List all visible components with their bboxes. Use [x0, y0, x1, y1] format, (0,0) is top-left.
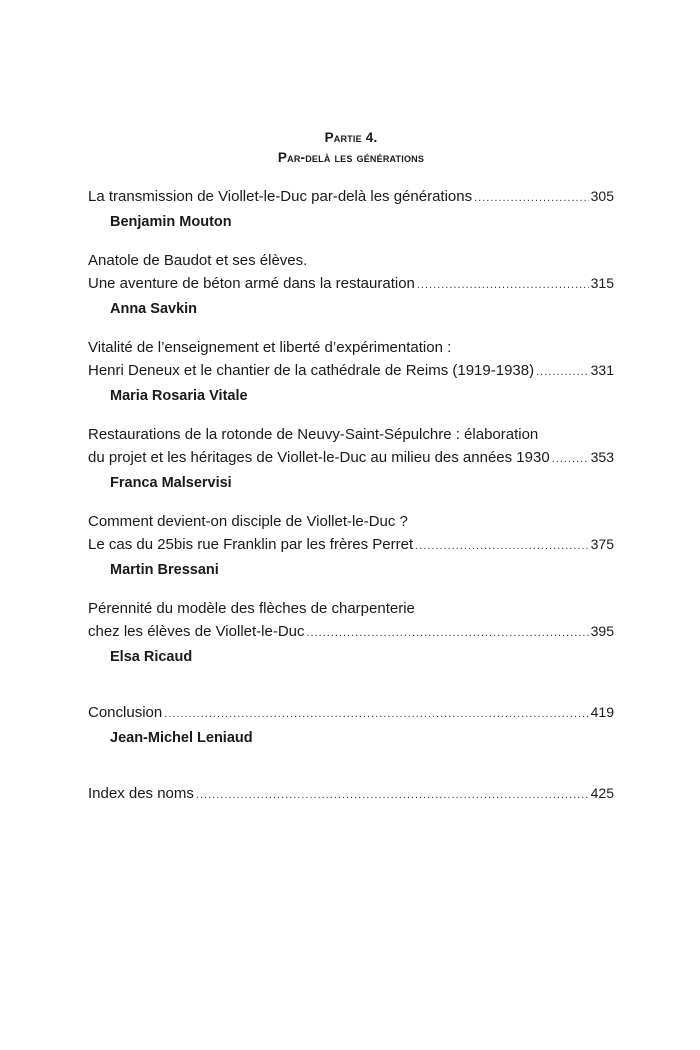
dot-leader — [164, 703, 588, 726]
toc-entry — [88, 510, 614, 582]
entry-author: Martin Bressani — [110, 562, 219, 578]
dot-leader — [536, 361, 589, 384]
page-number: 331 — [590, 362, 614, 378]
page-number: 425 — [590, 785, 614, 801]
toc-entry — [88, 597, 614, 669]
entry-title: du projet et les héritages de Viollet-le-Duc au milieu des années 1930 — [88, 449, 550, 466]
toc-entry-conclusion — [88, 701, 614, 750]
entry-title: chez les élèves de Viollet-le-Duc — [88, 623, 305, 640]
entry-title-line — [88, 620, 614, 645]
toc-entry — [88, 249, 614, 321]
toc-entry — [88, 423, 614, 495]
toc-entry — [88, 336, 614, 408]
entry-title: Henri Deneux et le chantier de la cathédrale de Reims (1919-1938) — [88, 362, 535, 379]
dot-leader — [474, 187, 589, 210]
entry-title: La transmission de Viollet-le-Duc par-delà les générations — [88, 188, 473, 205]
dot-leader — [552, 448, 589, 471]
dot-leader — [307, 622, 589, 645]
page-number: 353 — [590, 449, 614, 465]
page-number: 395 — [590, 623, 614, 639]
page-number: 305 — [590, 188, 614, 204]
entry-author: Jean-Michel Leniaud — [110, 730, 253, 746]
entry-author: Franca Malservisi — [110, 475, 232, 491]
entry-title-line — [88, 510, 614, 533]
dot-leader — [415, 535, 588, 558]
entry-title: Le cas du 25bis rue Franklin par les frères Perret — [88, 536, 414, 553]
toc-entry-index — [88, 782, 614, 807]
dot-leader — [417, 274, 589, 297]
entry-title: Index des noms — [88, 785, 194, 802]
entry-title: Pérennité du modèle des flèches de charpenterie — [88, 600, 415, 617]
entry-title-line — [88, 782, 614, 807]
entry-title-line — [88, 597, 614, 620]
entry-title-line — [88, 185, 614, 210]
toc-page — [88, 128, 614, 822]
part-header — [88, 128, 614, 168]
entry-title-line — [88, 701, 614, 726]
entry-author: Maria Rosaria Vitale — [110, 388, 248, 404]
entry-title-line — [88, 359, 614, 384]
entry-title-line — [88, 336, 614, 359]
page-number: 375 — [590, 536, 614, 552]
entry-title-line — [88, 533, 614, 558]
entry-title: Restaurations de la rotonde de Neuvy-Saint-Sépulchre : élaboration — [88, 426, 539, 443]
entry-author: Elsa Ricaud — [110, 649, 193, 665]
entry-author: Benjamin Mouton — [110, 214, 232, 230]
page-number: 315 — [590, 275, 614, 291]
part-number: Partie 4. — [324, 130, 378, 145]
entry-title: Anatole de Baudot et ses élèves. — [88, 252, 308, 269]
entry-title-line — [88, 446, 614, 471]
entry-title: Comment devient-on disciple de Viollet-le-Duc ? — [88, 513, 408, 530]
dot-leader — [196, 784, 589, 807]
entry-title: Vitalité de l’enseignement et liberté d’expérimentation : — [88, 339, 452, 356]
page-number: 419 — [590, 704, 614, 720]
entry-title: Une aventure de béton armé dans la restauration — [88, 275, 415, 292]
part-title: Par-delà les générations — [277, 150, 425, 165]
toc-entry — [88, 185, 614, 234]
entry-title-line — [88, 249, 614, 272]
toc-list — [88, 185, 614, 807]
entry-author: Anna Savkin — [110, 301, 198, 317]
entry-title: Conclusion — [88, 704, 163, 721]
entry-title-line — [88, 423, 614, 446]
entry-title-line — [88, 272, 614, 297]
